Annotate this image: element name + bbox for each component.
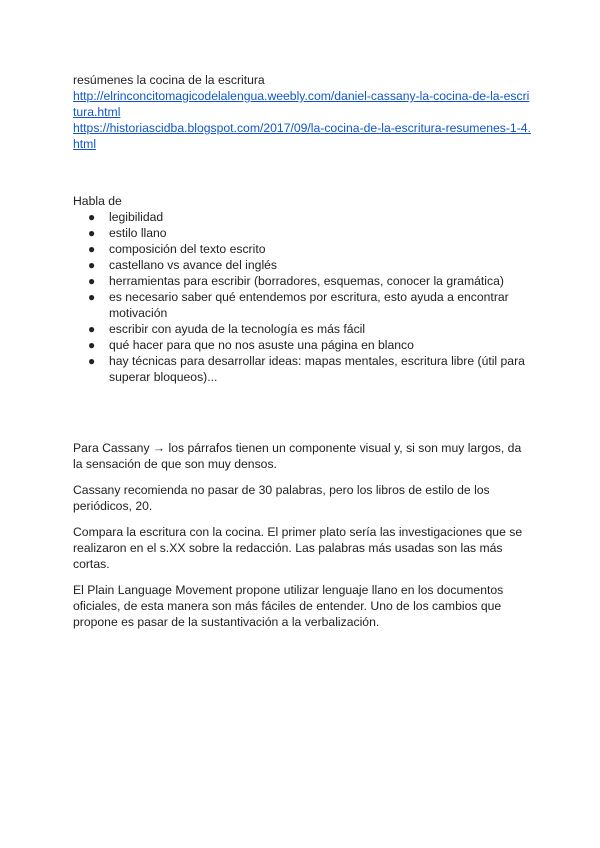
- list-item: [87, 241, 533, 257]
- bullet-icon: ●: [88, 290, 96, 304]
- document-title: resúmenes la cocina de la escritura: [73, 73, 265, 87]
- list-item-text: estilo llano: [109, 226, 167, 240]
- spacer: [73, 152, 533, 193]
- paragraph-cassany-parrafos: Para Cassany → los párrafos tienen un componente visual y, si son muy largos, da la sensación de que son muy densos.: [73, 441, 522, 471]
- topics-list: [73, 209, 533, 385]
- bullet-icon: ●: [88, 354, 96, 368]
- list-item: [87, 225, 533, 241]
- bullet-icon: ●: [88, 210, 96, 224]
- paragraph-cassany-palabras: Cassany recomienda no pasar de 30 palabras, pero los libros de estilo de los periódicos, 20.: [73, 483, 490, 513]
- list-item: [87, 353, 533, 385]
- bullet-icon: ●: [88, 258, 96, 272]
- paragraph-cocina: Compara la escritura con la cocina. El primer plato sería las investigaciones que se realizaron en el s.XX sobre la redacción. Las palabras más usadas son las más cortas.: [73, 525, 523, 571]
- bullet-icon: ●: [88, 322, 96, 336]
- bullet-icon: ●: [88, 226, 96, 240]
- link-weebly-line2[interactable]: tura.html: [73, 105, 121, 119]
- list-item: [87, 209, 533, 225]
- list-item: [87, 321, 533, 337]
- document-body: [73, 72, 533, 640]
- bullet-icon: ●: [88, 274, 96, 288]
- list-item-text: legibilidad: [109, 210, 164, 224]
- list-item: [87, 257, 533, 273]
- spacer: [73, 385, 533, 440]
- link-blogspot-line1[interactable]: https://historiascidba.blogspot.com/2017/09/la-cocina-de-la-escritura-resumenes-1-4.: [73, 121, 531, 135]
- habla-de-label: Habla de: [73, 194, 122, 208]
- link-weebly[interactable]: [73, 88, 533, 120]
- list-item-text: qué hacer para que no nos asuste una página en blanco: [109, 338, 414, 352]
- link-blogspot-line2[interactable]: html: [73, 137, 97, 151]
- bullet-icon: ●: [88, 338, 96, 352]
- link-blogspot[interactable]: [73, 120, 533, 152]
- list-item-text: hay técnicas para desarrollar ideas: mapas mentales, escritura libre (útil para superar bloqueos)...: [109, 354, 525, 384]
- paragraph-plain-language: El Plain Language Movement propone utilizar lenguaje llano en los documentos oficiales, de esta manera son más fáciles de entender. Uno de los cambios que propone es pasar de la sustantivación a la verbalización.: [73, 583, 504, 629]
- list-item: [87, 273, 533, 289]
- list-item-text: composición del texto escrito: [109, 242, 266, 256]
- list-item-text: herramientas para escribir (borradores, esquemas, conocer la gramática): [109, 274, 504, 288]
- list-item-text: escribir con ayuda de la tecnología es más fácil: [109, 322, 366, 336]
- link-weebly-line1[interactable]: http://elrinconcitomagicodelalengua.weebly.com/daniel-cassany-la-cocina-de-la-escri: [73, 89, 530, 103]
- bullet-icon: ●: [88, 242, 96, 256]
- list-item: [87, 337, 533, 353]
- list-item: [87, 289, 533, 321]
- list-item-text: es necesario saber qué entendemos por escritura, esto ayuda a encontrar motivación: [109, 290, 509, 320]
- list-item-text: castellano vs avance del inglés: [109, 258, 278, 272]
